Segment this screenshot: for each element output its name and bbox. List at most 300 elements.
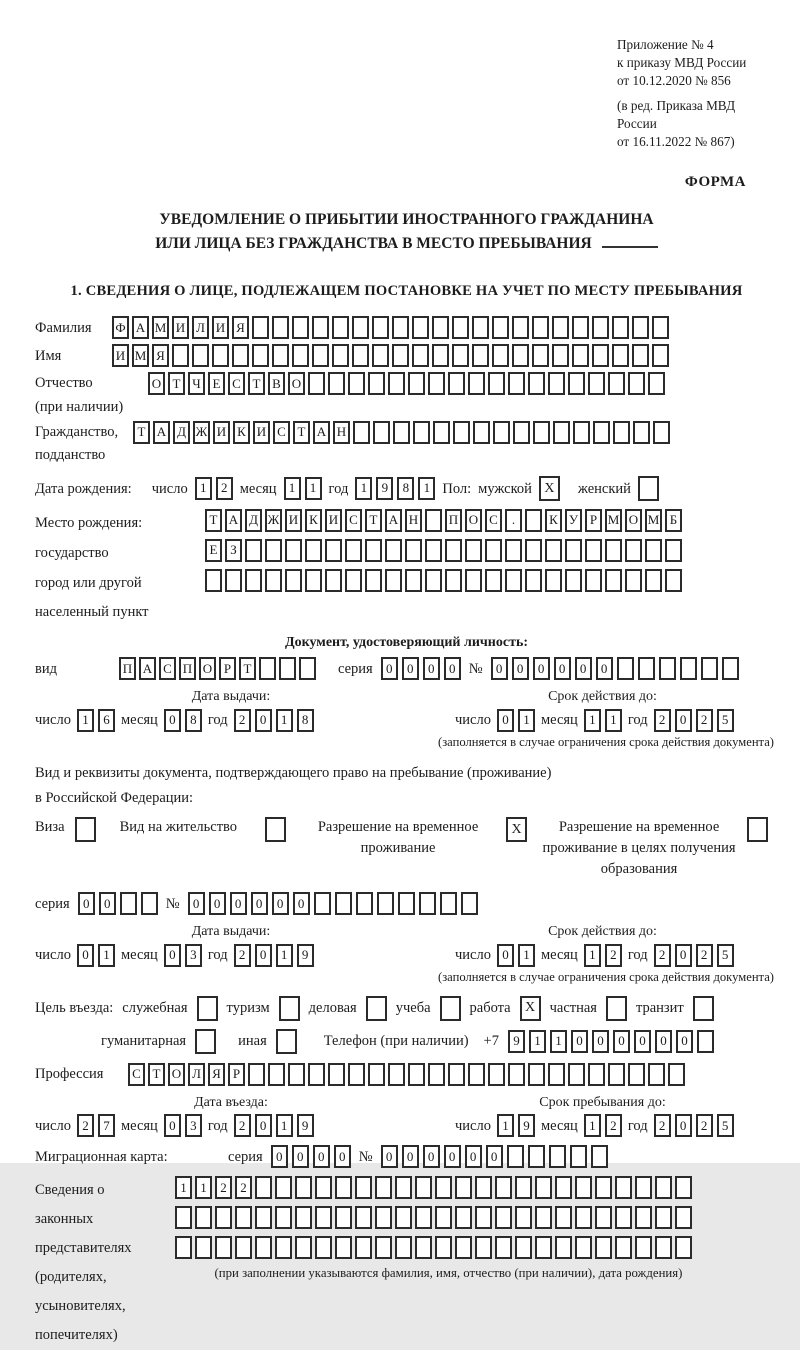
char-box[interactable] [535, 1236, 552, 1259]
char-box[interactable]: 9 [508, 1030, 525, 1053]
char-box[interactable] [215, 1206, 232, 1229]
char-box[interactable]: К [233, 421, 250, 444]
char-box[interactable]: Л [192, 316, 209, 339]
char-box[interactable]: 0 [676, 1030, 693, 1053]
char-box[interactable] [348, 372, 365, 395]
char-box[interactable]: 0 [634, 1030, 651, 1053]
temp-residence-checkbox[interactable]: X [506, 817, 527, 842]
char-box[interactable] [535, 1206, 552, 1229]
char-box[interactable] [625, 539, 642, 562]
char-box[interactable] [592, 344, 609, 367]
char-box[interactable] [465, 569, 482, 592]
purpose-study-checkbox[interactable] [440, 996, 461, 1021]
char-box[interactable]: 0 [164, 1114, 181, 1137]
char-box[interactable] [488, 372, 505, 395]
char-box[interactable] [345, 539, 362, 562]
char-box[interactable] [548, 1063, 565, 1086]
char-box[interactable]: 0 [78, 892, 95, 915]
char-box[interactable] [432, 344, 449, 367]
char-box[interactable]: Т [239, 657, 256, 680]
char-box[interactable]: 2 [696, 709, 713, 732]
char-box[interactable]: И [253, 421, 270, 444]
char-box[interactable] [368, 372, 385, 395]
char-box[interactable]: Т [168, 372, 185, 395]
char-box[interactable] [299, 657, 316, 680]
char-box[interactable] [172, 344, 189, 367]
char-box[interactable]: Р [585, 509, 602, 532]
char-box[interactable] [419, 892, 436, 915]
char-box[interactable] [212, 344, 229, 367]
char-box[interactable]: С [345, 509, 362, 532]
char-box[interactable] [572, 316, 589, 339]
char-box[interactable] [433, 421, 450, 444]
purpose-commercial-checkbox[interactable] [366, 996, 387, 1021]
char-box[interactable] [295, 1236, 312, 1259]
char-box[interactable] [395, 1176, 412, 1199]
purpose-business-checkbox[interactable] [197, 996, 218, 1021]
char-box[interactable] [568, 1063, 585, 1086]
char-box[interactable] [595, 1176, 612, 1199]
char-box[interactable]: П [119, 657, 136, 680]
char-box[interactable]: 3 [185, 1114, 202, 1137]
char-box[interactable]: 0 [613, 1030, 630, 1053]
char-box[interactable] [255, 1206, 272, 1229]
char-box[interactable]: П [445, 509, 462, 532]
char-box[interactable]: 1 [276, 1114, 293, 1137]
char-box[interactable]: О [625, 509, 642, 532]
char-box[interactable] [632, 316, 649, 339]
char-box[interactable] [455, 1206, 472, 1229]
char-box[interactable]: Д [173, 421, 190, 444]
char-box[interactable]: 0 [381, 1145, 398, 1168]
char-box[interactable] [635, 1176, 652, 1199]
char-box[interactable] [532, 344, 549, 367]
char-box[interactable] [332, 316, 349, 339]
char-box[interactable]: 0 [99, 892, 116, 915]
char-box[interactable] [445, 569, 462, 592]
char-box[interactable]: 0 [675, 1114, 692, 1137]
char-box[interactable] [335, 1236, 352, 1259]
char-box[interactable] [428, 372, 445, 395]
char-box[interactable]: А [132, 316, 149, 339]
char-box[interactable] [648, 372, 665, 395]
char-box[interactable]: Р [228, 1063, 245, 1086]
char-box[interactable] [552, 316, 569, 339]
char-box[interactable]: 0 [675, 944, 692, 967]
char-box[interactable]: А [225, 509, 242, 532]
char-box[interactable] [413, 421, 430, 444]
char-box[interactable]: 2 [234, 709, 251, 732]
char-box[interactable] [680, 657, 697, 680]
char-box[interactable] [255, 1176, 272, 1199]
char-box[interactable] [545, 539, 562, 562]
char-box[interactable] [245, 539, 262, 562]
char-box[interactable]: Ж [265, 509, 282, 532]
char-box[interactable] [372, 344, 389, 367]
char-box[interactable]: С [273, 421, 290, 444]
char-box[interactable]: 5 [717, 944, 734, 967]
char-box[interactable] [315, 1176, 332, 1199]
char-box[interactable] [275, 1206, 292, 1229]
purpose-humanitarian-checkbox[interactable] [195, 1029, 216, 1054]
char-box[interactable] [285, 539, 302, 562]
char-box[interactable] [408, 1063, 425, 1086]
char-box[interactable] [195, 1236, 212, 1259]
char-box[interactable] [665, 569, 682, 592]
char-box[interactable]: А [139, 657, 156, 680]
char-box[interactable] [435, 1206, 452, 1229]
char-box[interactable] [452, 316, 469, 339]
char-box[interactable] [235, 1206, 252, 1229]
char-box[interactable] [675, 1236, 692, 1259]
char-box[interactable]: 2 [605, 944, 622, 967]
char-box[interactable]: 1 [98, 944, 115, 967]
char-box[interactable]: Я [152, 344, 169, 367]
purpose-transit-checkbox[interactable] [693, 996, 714, 1021]
char-box[interactable] [385, 539, 402, 562]
char-box[interactable]: 1 [518, 944, 535, 967]
char-box[interactable] [356, 892, 373, 915]
char-box[interactable] [528, 1063, 545, 1086]
char-box[interactable] [455, 1236, 472, 1259]
char-box[interactable] [175, 1236, 192, 1259]
char-box[interactable] [648, 1063, 665, 1086]
char-box[interactable] [468, 372, 485, 395]
char-box[interactable]: 2 [696, 1114, 713, 1137]
char-box[interactable] [328, 372, 345, 395]
char-box[interactable]: 8 [185, 709, 202, 732]
char-box[interactable]: 0 [486, 1145, 503, 1168]
char-box[interactable]: 8 [297, 709, 314, 732]
char-box[interactable]: М [645, 509, 662, 532]
char-box[interactable]: С [485, 509, 502, 532]
char-box[interactable] [512, 344, 529, 367]
char-box[interactable]: 1 [276, 944, 293, 967]
char-box[interactable]: С [228, 372, 245, 395]
char-box[interactable] [295, 1176, 312, 1199]
char-box[interactable]: 7 [98, 1114, 115, 1137]
char-box[interactable]: 0 [592, 1030, 609, 1053]
char-box[interactable] [315, 1236, 332, 1259]
char-box[interactable]: 0 [596, 657, 613, 680]
char-box[interactable]: З [225, 539, 242, 562]
char-box[interactable]: 5 [717, 1114, 734, 1137]
char-box[interactable] [352, 316, 369, 339]
char-box[interactable]: М [152, 316, 169, 339]
char-box[interactable] [473, 421, 490, 444]
char-box[interactable] [252, 344, 269, 367]
char-box[interactable] [425, 569, 442, 592]
char-box[interactable] [435, 1236, 452, 1259]
char-box[interactable] [425, 509, 442, 532]
char-box[interactable] [635, 1236, 652, 1259]
char-box[interactable] [653, 421, 670, 444]
char-box[interactable]: О [465, 509, 482, 532]
char-box[interactable] [455, 1176, 472, 1199]
char-box[interactable] [549, 1145, 566, 1168]
char-box[interactable] [492, 344, 509, 367]
char-box[interactable] [408, 372, 425, 395]
char-box[interactable]: В [268, 372, 285, 395]
char-box[interactable]: 0 [230, 892, 247, 915]
char-box[interactable] [655, 1206, 672, 1229]
char-box[interactable]: 1 [605, 709, 622, 732]
char-box[interactable] [248, 1063, 265, 1086]
char-box[interactable] [445, 539, 462, 562]
char-box[interactable] [508, 1063, 525, 1086]
char-box[interactable] [552, 344, 569, 367]
char-box[interactable] [335, 892, 352, 915]
char-box[interactable] [268, 1063, 285, 1086]
char-box[interactable] [575, 1236, 592, 1259]
char-box[interactable] [120, 892, 137, 915]
char-box[interactable] [461, 892, 478, 915]
char-box[interactable]: Я [232, 316, 249, 339]
char-box[interactable] [355, 1176, 372, 1199]
char-box[interactable]: 6 [98, 709, 115, 732]
char-box[interactable] [555, 1206, 572, 1229]
char-box[interactable] [312, 316, 329, 339]
char-box[interactable] [452, 344, 469, 367]
char-box[interactable]: 1 [175, 1176, 192, 1199]
char-box[interactable]: 1 [77, 709, 94, 732]
char-box[interactable]: Т [293, 421, 310, 444]
char-box[interactable]: 9 [518, 1114, 535, 1137]
char-box[interactable] [448, 372, 465, 395]
char-box[interactable] [555, 1176, 572, 1199]
char-box[interactable] [625, 569, 642, 592]
char-box[interactable]: 1 [529, 1030, 546, 1053]
char-box[interactable]: 2 [654, 1114, 671, 1137]
char-box[interactable] [468, 1063, 485, 1086]
char-box[interactable]: Ч [188, 372, 205, 395]
char-box[interactable]: А [385, 509, 402, 532]
char-box[interactable]: 0 [491, 657, 508, 680]
char-box[interactable] [308, 1063, 325, 1086]
char-box[interactable]: П [179, 657, 196, 680]
char-box[interactable] [585, 539, 602, 562]
char-box[interactable] [505, 539, 522, 562]
char-box[interactable]: 1 [355, 477, 372, 500]
char-box[interactable]: 0 [255, 944, 272, 967]
char-box[interactable]: 1 [284, 477, 301, 500]
char-box[interactable]: А [153, 421, 170, 444]
char-box[interactable]: 1 [584, 709, 601, 732]
char-box[interactable]: О [288, 372, 305, 395]
char-box[interactable]: Т [148, 1063, 165, 1086]
char-box[interactable] [308, 372, 325, 395]
char-box[interactable]: 0 [209, 892, 226, 915]
char-box[interactable] [675, 1206, 692, 1229]
char-box[interactable]: С [159, 657, 176, 680]
char-box[interactable] [393, 421, 410, 444]
char-box[interactable] [593, 421, 610, 444]
char-box[interactable] [525, 539, 542, 562]
char-box[interactable] [525, 569, 542, 592]
char-box[interactable]: 9 [376, 477, 393, 500]
char-box[interactable] [632, 344, 649, 367]
char-box[interactable] [435, 1176, 452, 1199]
char-box[interactable] [697, 1030, 714, 1053]
char-box[interactable] [352, 344, 369, 367]
char-box[interactable] [225, 569, 242, 592]
char-box[interactable]: 0 [164, 944, 181, 967]
char-box[interactable] [472, 316, 489, 339]
char-box[interactable]: 0 [334, 1145, 351, 1168]
char-box[interactable] [493, 421, 510, 444]
sex-male-checkbox[interactable]: X [539, 476, 560, 501]
char-box[interactable] [513, 421, 530, 444]
purpose-private-checkbox[interactable] [606, 996, 627, 1021]
char-box[interactable]: 0 [188, 892, 205, 915]
char-box[interactable]: 1 [195, 1176, 212, 1199]
char-box[interactable] [505, 569, 522, 592]
char-box[interactable] [675, 1176, 692, 1199]
purpose-work-checkbox[interactable]: X [520, 996, 541, 1021]
char-box[interactable]: 0 [293, 892, 310, 915]
char-box[interactable]: Н [333, 421, 350, 444]
char-box[interactable] [285, 569, 302, 592]
char-box[interactable] [588, 1063, 605, 1086]
char-box[interactable] [335, 1206, 352, 1229]
char-box[interactable]: Я [208, 1063, 225, 1086]
residence-permit-checkbox[interactable] [265, 817, 286, 842]
char-box[interactable]: 0 [402, 657, 419, 680]
char-box[interactable]: 2 [77, 1114, 94, 1137]
char-box[interactable]: 2 [605, 1114, 622, 1137]
char-box[interactable] [265, 539, 282, 562]
char-box[interactable] [565, 569, 582, 592]
char-box[interactable] [192, 344, 209, 367]
char-box[interactable] [377, 892, 394, 915]
char-box[interactable] [701, 657, 718, 680]
char-box[interactable]: О [168, 1063, 185, 1086]
char-box[interactable]: 2 [696, 944, 713, 967]
char-box[interactable] [398, 892, 415, 915]
char-box[interactable]: И [285, 509, 302, 532]
char-box[interactable]: И [325, 509, 342, 532]
char-box[interactable] [475, 1206, 492, 1229]
char-box[interactable] [592, 316, 609, 339]
char-box[interactable] [535, 1176, 552, 1199]
char-box[interactable]: С [128, 1063, 145, 1086]
char-box[interactable]: 0 [255, 1114, 272, 1137]
char-box[interactable]: 0 [512, 657, 529, 680]
char-box[interactable] [638, 657, 655, 680]
char-box[interactable] [553, 421, 570, 444]
char-box[interactable] [279, 657, 296, 680]
char-box[interactable] [265, 569, 282, 592]
char-box[interactable] [533, 421, 550, 444]
char-box[interactable]: О [148, 372, 165, 395]
char-box[interactable]: 2 [215, 1176, 232, 1199]
char-box[interactable] [722, 657, 739, 680]
char-box[interactable] [315, 1206, 332, 1229]
char-box[interactable] [272, 316, 289, 339]
char-box[interactable] [259, 657, 276, 680]
char-box[interactable]: 0 [571, 1030, 588, 1053]
char-box[interactable] [585, 569, 602, 592]
char-box[interactable] [295, 1206, 312, 1229]
char-box[interactable] [665, 539, 682, 562]
char-box[interactable] [615, 1176, 632, 1199]
char-box[interactable] [528, 372, 545, 395]
char-box[interactable]: У [565, 509, 582, 532]
char-box[interactable] [548, 372, 565, 395]
char-box[interactable] [448, 1063, 465, 1086]
purpose-other-checkbox[interactable] [276, 1029, 297, 1054]
char-box[interactable]: К [545, 509, 562, 532]
sex-female-checkbox[interactable] [638, 476, 659, 501]
char-box[interactable]: 2 [235, 1176, 252, 1199]
char-box[interactable] [332, 344, 349, 367]
char-box[interactable] [617, 657, 634, 680]
char-box[interactable] [568, 372, 585, 395]
char-box[interactable] [392, 316, 409, 339]
char-box[interactable]: 9 [297, 944, 314, 967]
char-box[interactable] [575, 1176, 592, 1199]
char-box[interactable] [612, 344, 629, 367]
char-box[interactable]: И [112, 344, 129, 367]
char-box[interactable] [515, 1176, 532, 1199]
char-box[interactable]: А [313, 421, 330, 444]
char-box[interactable] [485, 539, 502, 562]
char-box[interactable] [395, 1206, 412, 1229]
char-box[interactable]: 0 [533, 657, 550, 680]
char-box[interactable] [368, 1063, 385, 1086]
char-box[interactable] [345, 569, 362, 592]
char-box[interactable]: 8 [397, 477, 414, 500]
char-box[interactable]: Т [365, 509, 382, 532]
char-box[interactable]: 0 [465, 1145, 482, 1168]
char-box[interactable] [652, 344, 669, 367]
char-box[interactable] [532, 316, 549, 339]
char-box[interactable]: 3 [185, 944, 202, 967]
char-box[interactable] [659, 657, 676, 680]
char-box[interactable]: Ж [193, 421, 210, 444]
char-box[interactable] [575, 1206, 592, 1229]
char-box[interactable]: Н [405, 509, 422, 532]
char-box[interactable] [405, 569, 422, 592]
char-box[interactable]: М [605, 509, 622, 532]
char-box[interactable] [655, 1236, 672, 1259]
char-box[interactable] [392, 344, 409, 367]
char-box[interactable]: 0 [292, 1145, 309, 1168]
char-box[interactable] [412, 316, 429, 339]
char-box[interactable] [375, 1176, 392, 1199]
char-box[interactable] [175, 1206, 192, 1229]
char-box[interactable]: 0 [575, 657, 592, 680]
char-box[interactable] [570, 1145, 587, 1168]
char-box[interactable] [495, 1176, 512, 1199]
char-box[interactable] [292, 316, 309, 339]
char-box[interactable] [608, 1063, 625, 1086]
char-box[interactable]: 1 [305, 477, 322, 500]
char-box[interactable] [495, 1206, 512, 1229]
char-box[interactable] [335, 1176, 352, 1199]
char-box[interactable]: К [305, 509, 322, 532]
char-box[interactable]: И [212, 316, 229, 339]
char-box[interactable]: 0 [655, 1030, 672, 1053]
char-box[interactable] [312, 344, 329, 367]
char-box[interactable] [512, 316, 529, 339]
char-box[interactable] [628, 372, 645, 395]
char-box[interactable]: Л [188, 1063, 205, 1086]
char-box[interactable] [465, 539, 482, 562]
char-box[interactable] [652, 316, 669, 339]
char-box[interactable] [572, 344, 589, 367]
char-box[interactable] [405, 539, 422, 562]
